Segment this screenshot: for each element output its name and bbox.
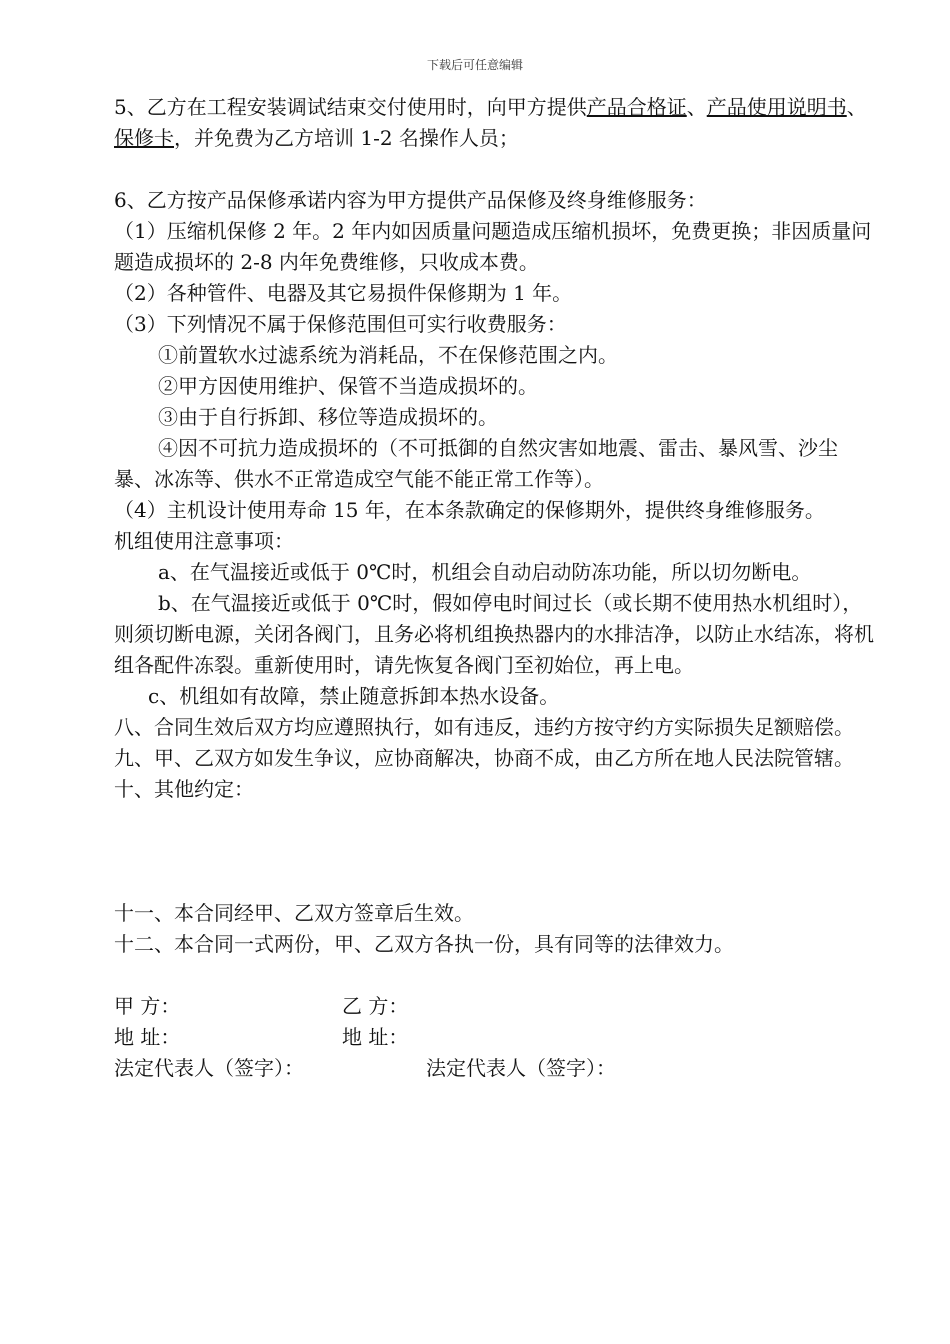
clause-9: 九、甲、乙双方如发生争议，应协商解决，协商不成，由乙方所在地人民法院管辖。 bbox=[114, 746, 854, 770]
clause-5-suffix: ，并免费为乙方培训 1-2 名操作人员； bbox=[174, 126, 519, 150]
clause-6-item-4: （4）主机设计使用寿命 15 年，在本条款确定的保修期外，提供终身维修服务。 bbox=[114, 498, 825, 522]
signature-address-row bbox=[114, 1022, 874, 1053]
exclusion-1: ①前置软水过滤系统为消耗品，不在保修范围之内。 bbox=[158, 343, 618, 367]
signature-representative-row bbox=[114, 1053, 874, 1084]
clause-5-text: 5、乙方在工程安装调试结束交付使用时，向甲方提供 bbox=[114, 95, 587, 119]
clause-6-item-2: （2）各种管件、电器及其它易损件保修期为 1 年。 bbox=[114, 281, 573, 305]
exclusion-2: ②甲方因使用维护、保管不当造成损坏的。 bbox=[158, 374, 538, 398]
contract-body bbox=[114, 92, 874, 1084]
address-b-label: 地 址： bbox=[342, 1025, 409, 1049]
signature-party-row bbox=[114, 991, 874, 1022]
note-c: c、机组如有故障，禁止随意拆卸本热水设备。 bbox=[148, 684, 560, 708]
spacer bbox=[114, 154, 874, 185]
representative-b-label: 法定代表人（签字）： bbox=[426, 1056, 616, 1080]
note-b: b、在气温接近或低于 0℃时，假如停电时间过长（或长期不使用热水机组时），则须切断电源，关闭各阀门，且务必将机组换热器内的水排洁净，以防止水结冻，将机组各配件冻裂。重新使用时，请先恢复各阀门至初始位，再上电。 bbox=[114, 591, 874, 677]
separator: 、 bbox=[846, 95, 867, 119]
party-b-label: 乙 方： bbox=[342, 994, 409, 1018]
address-a-label: 地 址： bbox=[114, 1025, 181, 1049]
exclusion-3: ③由于自行拆卸、移位等造成损坏的。 bbox=[158, 405, 498, 429]
party-a-label: 甲 方： bbox=[114, 994, 181, 1018]
clause-6-title: 6、乙方按产品保修承诺内容为甲方提供产品保修及终身维修服务： bbox=[114, 188, 707, 212]
spacer bbox=[114, 960, 874, 991]
note-a: a、在气温接近或低于 0℃时，机组会自动启动防冻功能，所以切勿断电。 bbox=[158, 560, 812, 584]
clause-10: 十、其他约定： bbox=[114, 777, 254, 801]
certificate-link: 产品合格证 bbox=[586, 95, 687, 119]
clause-5 bbox=[114, 92, 874, 154]
notes-title: 机组使用注意事项： bbox=[114, 529, 294, 553]
separator: 、 bbox=[686, 95, 707, 119]
clause-6-item-1: （1）压缩机保修 2 年。2 年内如因质量问题造成压缩机损坏，免费更换；非因质量问题造成损坏的 2-8 内年免费维修，只收成本费。 bbox=[114, 219, 872, 274]
page-header: 下载后可任意编辑 bbox=[426, 58, 523, 72]
clause-12: 十二、本合同一式两份，甲、乙双方各执一份，具有同等的法律效力。 bbox=[114, 932, 734, 956]
clause-8: 八、合同生效后双方均应遵照执行，如有违反，违约方按守约方实际损失足额赔偿。 bbox=[114, 715, 854, 739]
representative-a-label: 法定代表人（签字）： bbox=[114, 1056, 304, 1080]
exclusion-4: ④因不可抗力造成损坏的（不可抵御的自然灾害如地震、雷击、暴风雪、沙尘暴、冰冻等、供水不正常造成空气能不能正常工作等）。 bbox=[114, 436, 838, 491]
manual-link: 产品使用说明书 bbox=[706, 95, 847, 119]
warranty-card-link: 保修卡 bbox=[114, 126, 174, 150]
spacer bbox=[114, 805, 874, 898]
clause-11: 十一、本合同经甲、乙双方签章后生效。 bbox=[114, 901, 474, 925]
clause-6-item-3: （3）下列情况不属于保修范围但可实行收费服务： bbox=[114, 312, 567, 336]
